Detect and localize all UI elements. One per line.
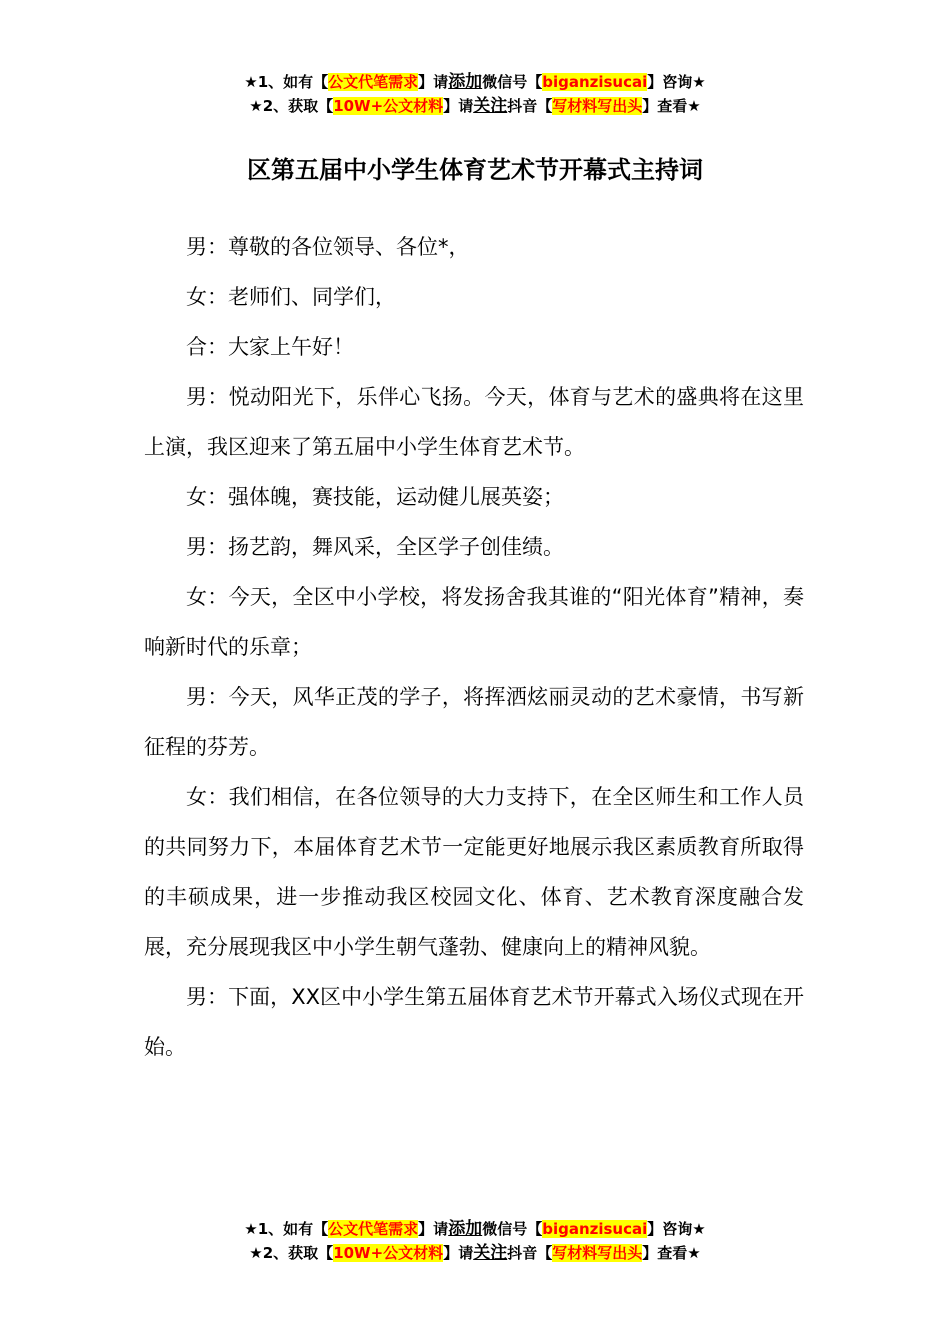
paragraph: 男：今天，风华正茂的学子，将挥洒炫丽灵动的艺术豪情，书写新征程的芬芳。 (144, 685, 804, 759)
banner-line-1 (0, 70, 950, 94)
banner-text: 抖音【 (507, 1244, 553, 1262)
banner-text: 】查看★ (642, 1244, 701, 1262)
banner-text: ★1、如有【 (244, 73, 329, 91)
paragraph: 男：下面，XX区中小学生第五届体育艺术节开幕式入场仪式现在开始。 (144, 985, 804, 1059)
banner-highlight: 写材料写出头 (552, 97, 643, 115)
banner-text: 】请 (418, 73, 449, 91)
paragraph: 男：悦动阳光下，乐伴心飞扬。今天，体育与艺术的盛典将在这里上演，我区迎来了第五届中小学生体育艺术节。 (144, 385, 804, 459)
banner-line-2 (0, 1241, 950, 1265)
paragraph: 女：强体魄，赛技能，运动健儿展英姿； (186, 485, 564, 509)
paragraph: 女：今天，全区中小学校，将发扬舍我其谁的“阳光体育”精神，奏响新时代的乐章； (144, 585, 804, 659)
document-body (144, 222, 804, 1072)
banner-highlight: 10W+公文材料 (333, 97, 444, 115)
paragraph: 男：尊敬的各位领导、各位*， (186, 235, 470, 259)
banner-line-2 (0, 94, 950, 118)
banner-text: 】查看★ (642, 97, 701, 115)
footer-banner (0, 1217, 950, 1265)
banner-text: ★2、获取【 (249, 1244, 334, 1262)
banner-text: ★1、如有【 (244, 1220, 329, 1238)
banner-text: 微信号【 (482, 1220, 543, 1238)
banner-text: 】请 (443, 1244, 474, 1262)
banner-text: 】咨询★ (647, 1220, 706, 1238)
banner-text: 】请 (443, 97, 474, 115)
banner-text: 】请 (418, 1220, 449, 1238)
banner-highlight: 公文代笔需求 (328, 1220, 419, 1238)
paragraph: 男：扬艺韵，舞风采，全区学子创佳绩。 (186, 535, 564, 559)
banner-text: ★2、获取【 (249, 97, 334, 115)
banner-underline: 添加 (448, 1219, 483, 1239)
banner-highlight: 10W+公文材料 (333, 1244, 444, 1262)
banner-text: 抖音【 (507, 97, 553, 115)
header-banner (0, 70, 950, 118)
banner-highlight: biganzisucai (542, 73, 648, 91)
banner-text: 】咨询★ (647, 73, 706, 91)
banner-underline: 关注 (473, 1243, 508, 1263)
banner-text: 微信号【 (482, 73, 543, 91)
banner-line-1 (0, 1217, 950, 1241)
banner-underline: 添加 (448, 72, 483, 92)
paragraph: 女：我们相信，在各位领导的大力支持下，在全区师生和工作人员的共同努力下，本届体育艺术节一定能更好地展示我区素质教育所取得的丰硕成果，进一步推动我区校园文化、体育、艺术教育深度融合发展，充分展现我区中小学生朝气蓬勃、健康向上的精神风貌。 (144, 785, 804, 959)
paragraph: 合：大家上午好！ (186, 335, 354, 359)
banner-highlight: 写材料写出头 (552, 1244, 643, 1262)
banner-underline: 关注 (473, 96, 508, 116)
banner-highlight: 公文代笔需求 (328, 73, 419, 91)
paragraph: 女：老师们、同学们， (186, 285, 396, 309)
document-title: 区第五届中小学生体育艺术节开幕式主持词 (247, 156, 703, 184)
banner-highlight: biganzisucai (542, 1220, 648, 1238)
